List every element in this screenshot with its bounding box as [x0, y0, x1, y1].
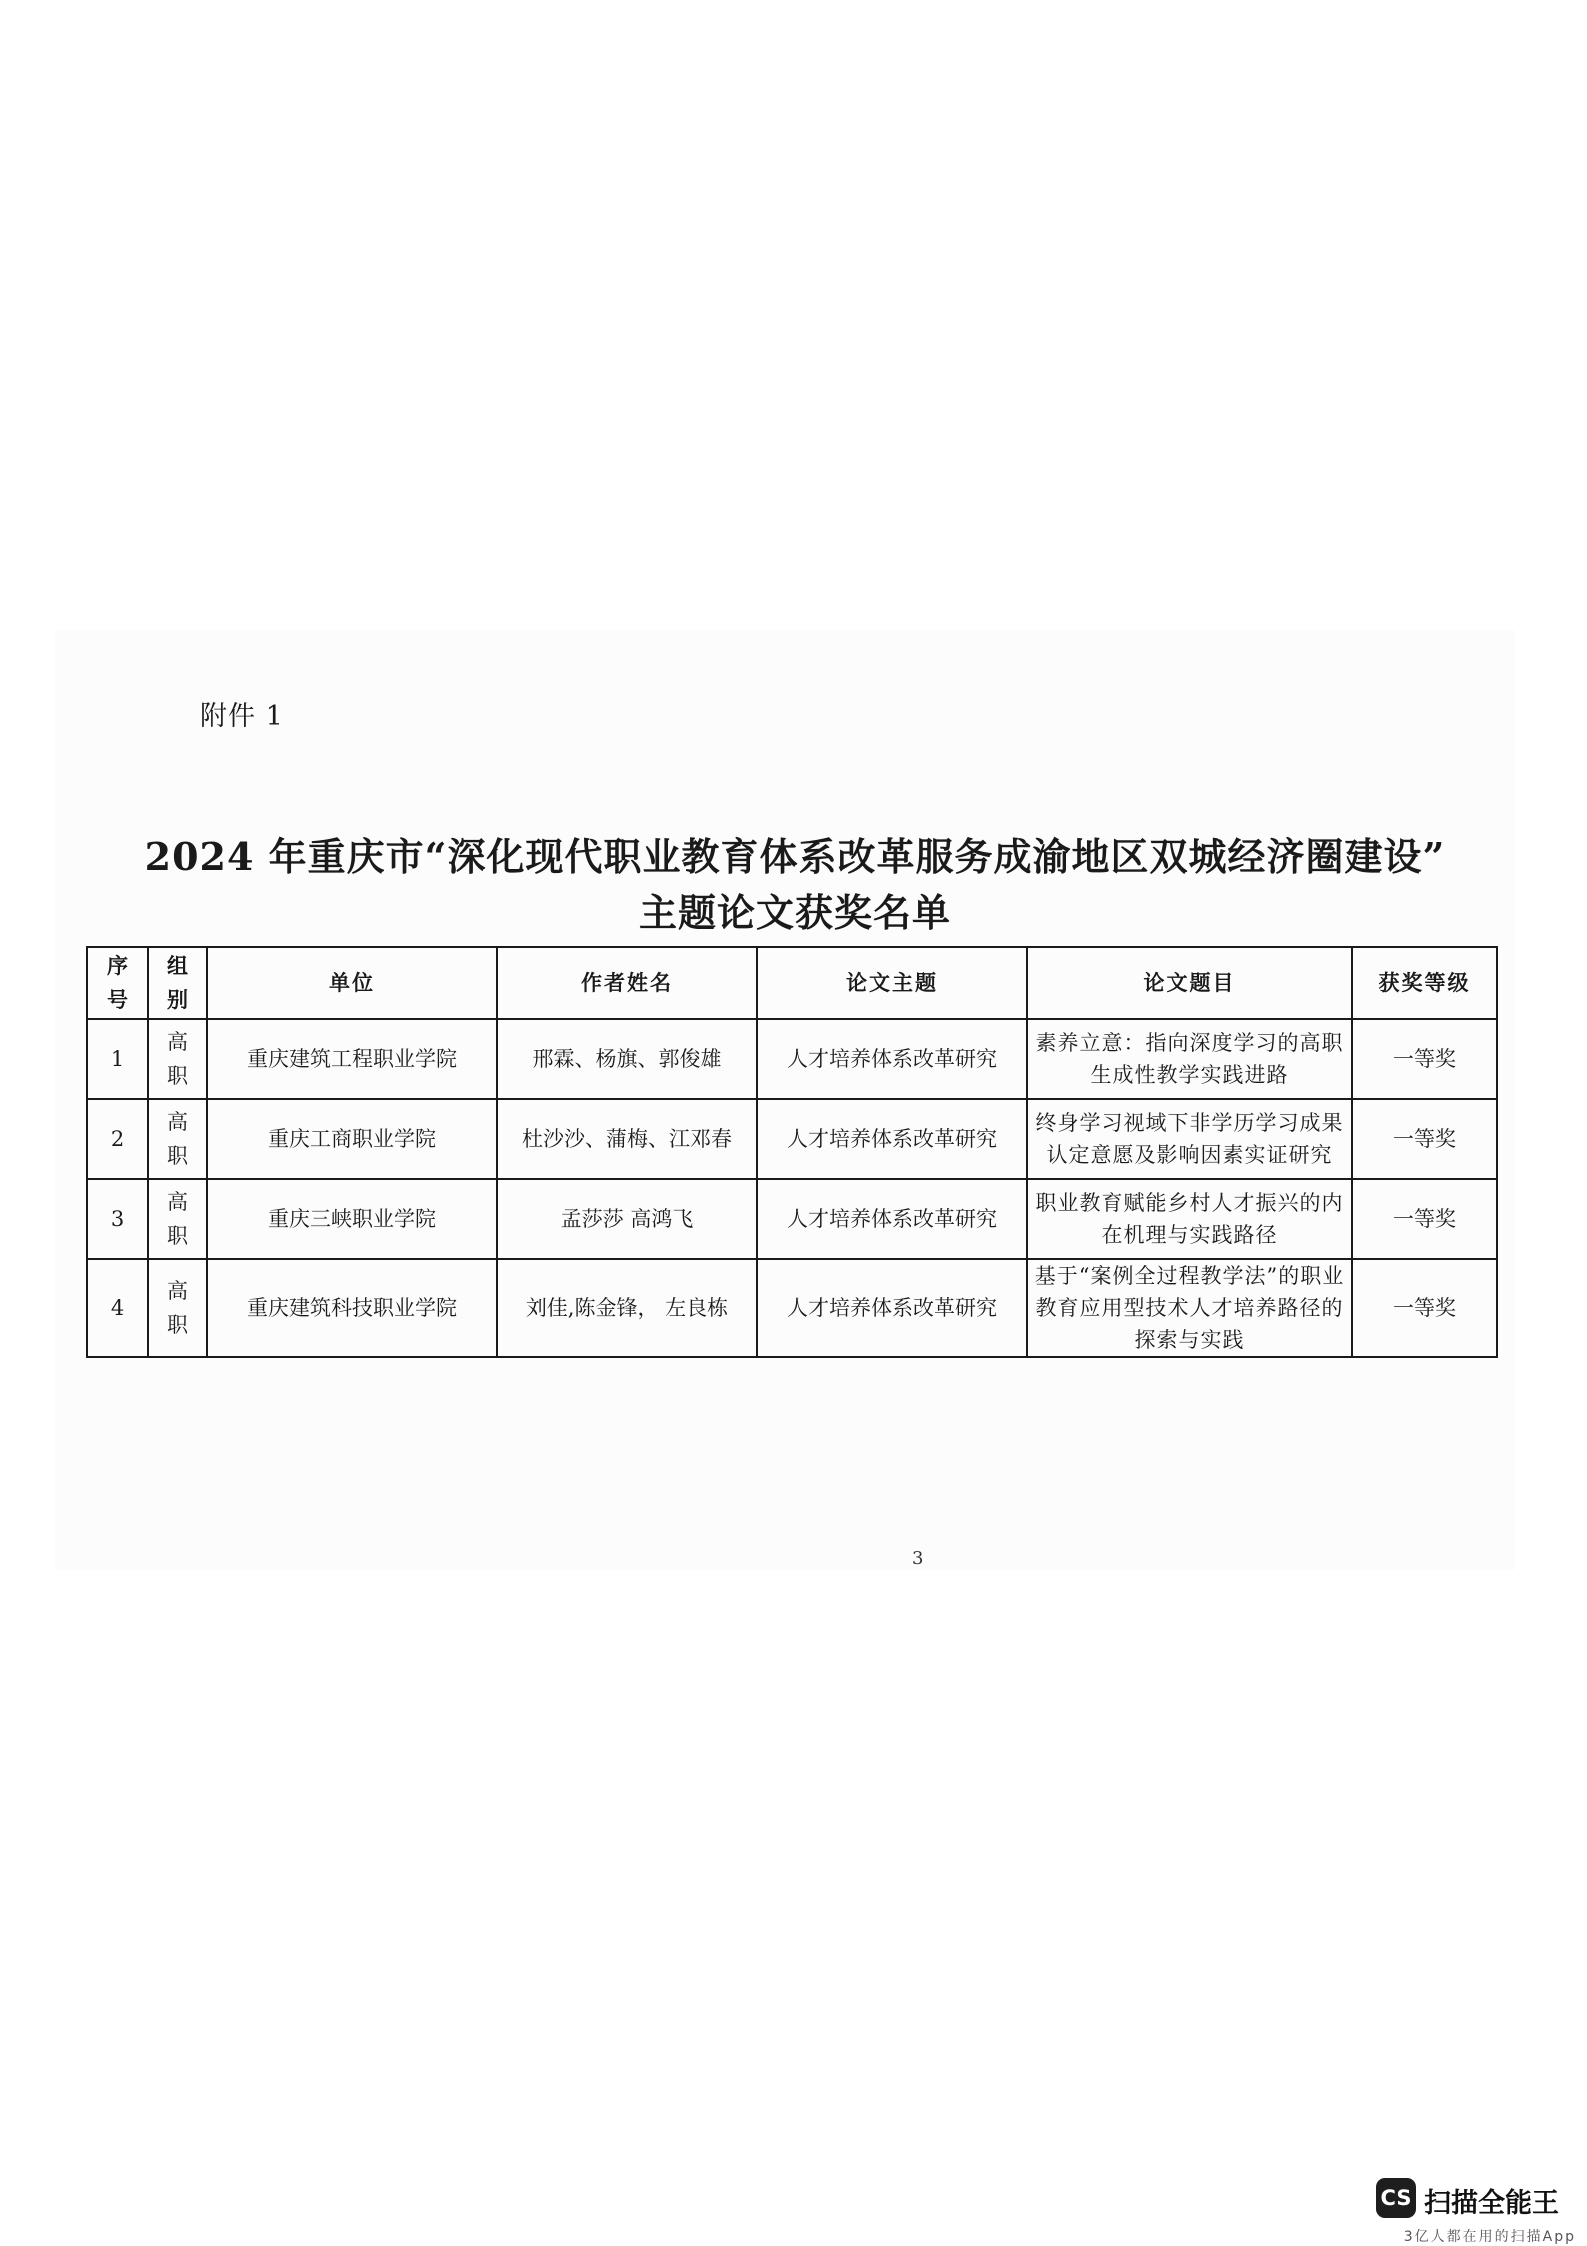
header-topic: 论文题目 [1027, 947, 1352, 1019]
header-group: 组 别 [148, 947, 207, 1019]
cell-unit: 重庆三峡职业学院 [207, 1179, 497, 1259]
header-row [87, 947, 1497, 1019]
awards-table [86, 946, 1498, 1358]
header-unit: 单位 [207, 947, 497, 1019]
cell-authors: 刘佳,陈金锋， 左良栋 [497, 1259, 757, 1357]
cell-topic: 终身学习视域下非学历学习成果 认定意愿及影响因素实证研究 [1027, 1099, 1352, 1179]
document-title-line2: 主题论文获奖名单 [638, 890, 951, 935]
cell-topic: 素养立意：指向深度学习的高职 生成性教学实践进路 [1027, 1019, 1352, 1099]
cell-award: 一等奖 [1352, 1259, 1497, 1357]
cell-authors: 杜沙沙、蒲梅、江邓春 [497, 1099, 757, 1179]
cell-unit: 重庆建筑科技职业学院 [207, 1259, 497, 1357]
cell-award: 一等奖 [1352, 1099, 1497, 1179]
cell-theme: 人才培养体系改革研究 [757, 1019, 1027, 1099]
watermark-tagline: 3亿人都在用的扫描App [1403, 2229, 1576, 2245]
header-authors: 作者姓名 [497, 947, 757, 1019]
attachment-label: 附件 1 [200, 701, 284, 732]
cell-group: 高 职 [148, 1019, 207, 1099]
cell-seq: 3 [87, 1179, 148, 1259]
camscanner-logo-icon: CS [1376, 2178, 1416, 2218]
table-row [87, 1259, 1497, 1357]
cell-seq: 4 [87, 1259, 148, 1357]
cell-award: 一等奖 [1352, 1179, 1497, 1259]
cell-topic: 职业教育赋能乡村人才振兴的内 在机理与实践路径 [1027, 1179, 1352, 1259]
cell-theme: 人才培养体系改革研究 [757, 1099, 1027, 1179]
cell-unit: 重庆建筑工程职业学院 [207, 1019, 497, 1099]
table-row [87, 1099, 1497, 1179]
cell-group: 高 职 [148, 1179, 207, 1259]
table-row [87, 1179, 1497, 1259]
document-title-line1: 2024 年重庆市“深化现代职业教育体系改革服务成渝地区双城经济圈建设” [144, 834, 1446, 879]
header-award: 获奖等级 [1352, 947, 1497, 1019]
cell-theme: 人才培养体系改革研究 [757, 1259, 1027, 1357]
cell-seq: 1 [87, 1019, 148, 1099]
cell-group: 高 职 [148, 1259, 207, 1357]
header-seq: 序 号 [87, 947, 148, 1019]
cell-group: 高 职 [148, 1099, 207, 1179]
cell-authors: 孟莎莎 高鸿飞 [497, 1179, 757, 1259]
cell-seq: 2 [87, 1099, 148, 1179]
table-row [87, 1019, 1497, 1099]
page-number: 3 [912, 1548, 924, 1569]
cell-topic: 基于“案例全过程教学法”的职业 教育应用型技术人才培养路径的 探索与实践 [1027, 1259, 1352, 1357]
header-theme: 论文主题 [757, 947, 1027, 1019]
cell-theme: 人才培养体系改革研究 [757, 1179, 1027, 1259]
cell-unit: 重庆工商职业学院 [207, 1099, 497, 1179]
cell-award: 一等奖 [1352, 1019, 1497, 1099]
cell-authors: 邢霖、杨旗、郭俊雄 [497, 1019, 757, 1099]
watermark-app-name: 扫描全能王 [1424, 2188, 1559, 2219]
